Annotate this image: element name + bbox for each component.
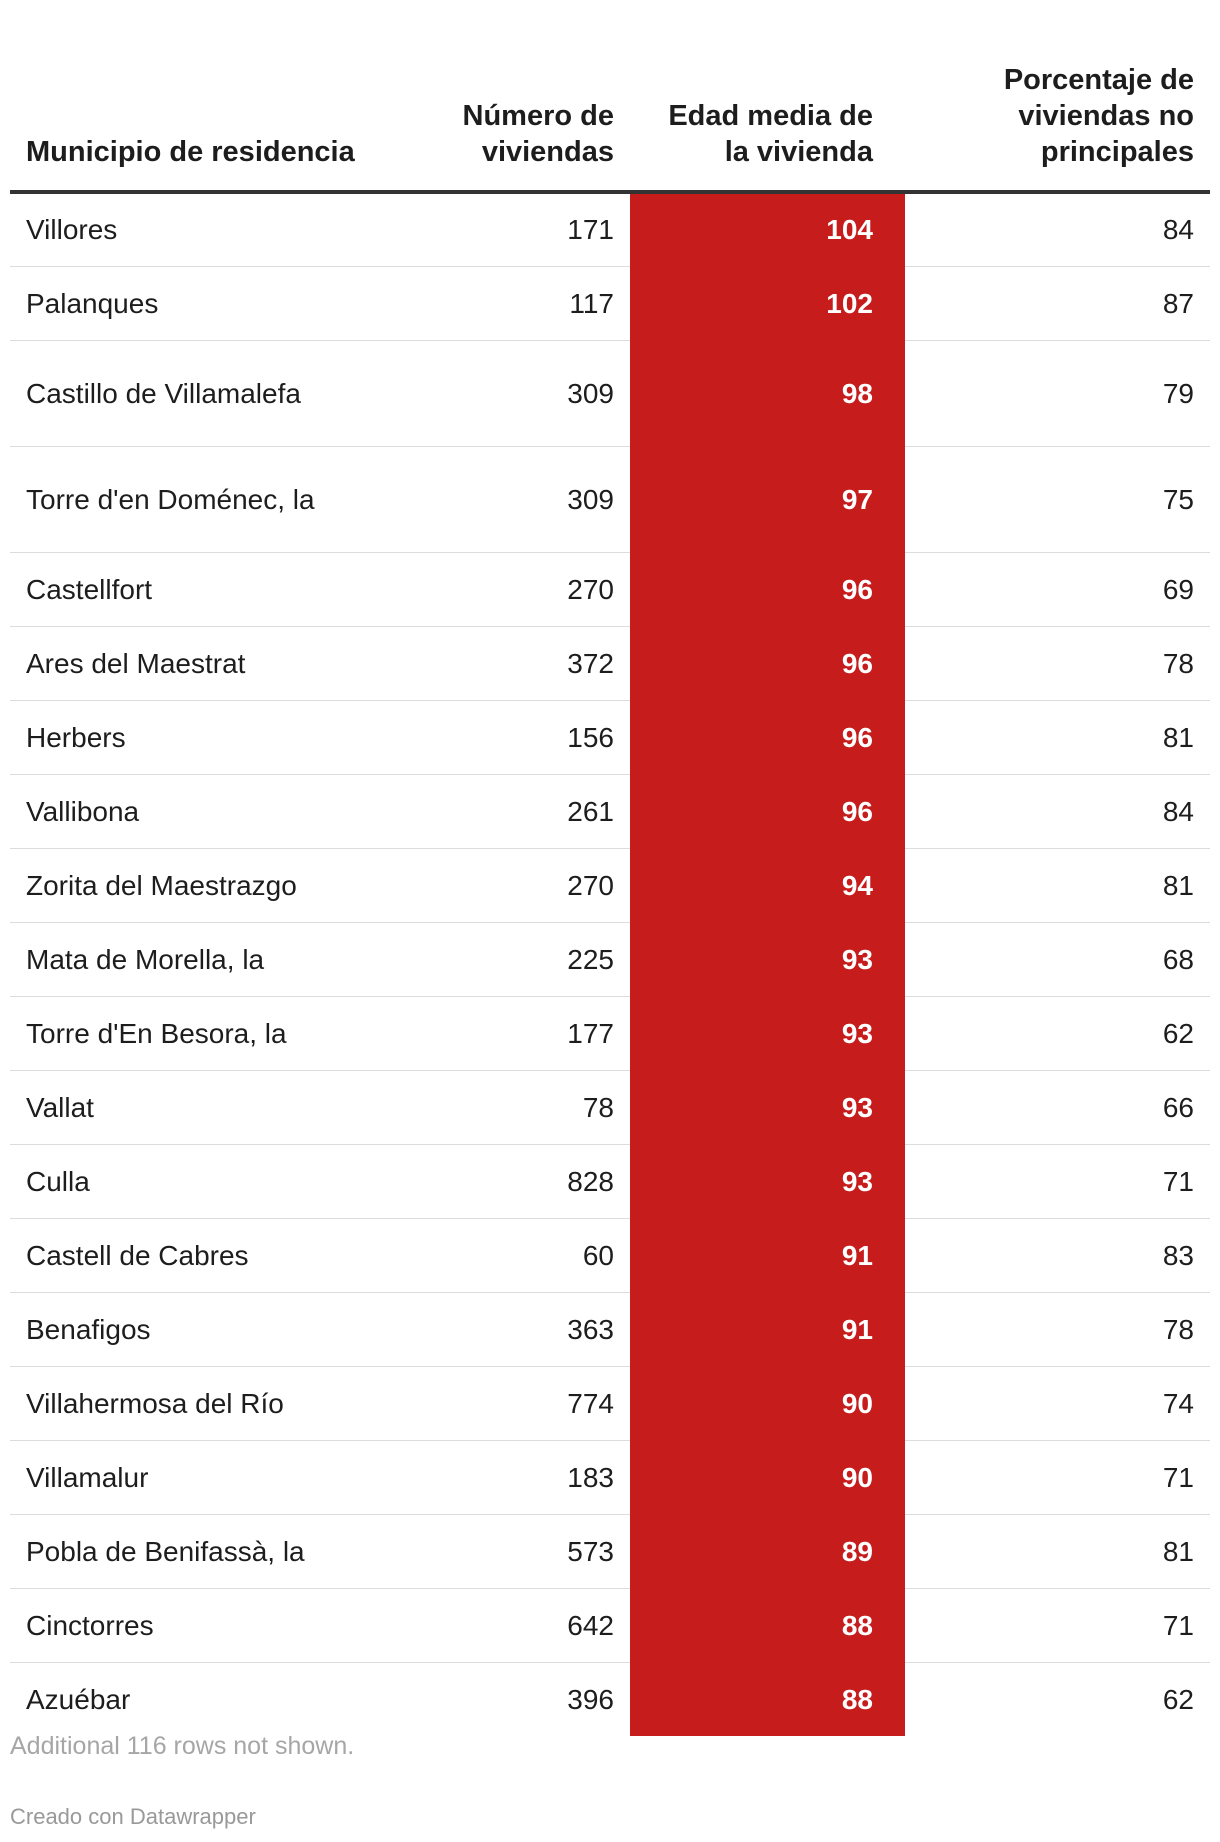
table-row	[10, 446, 1210, 552]
cell-municipio: Vallat	[10, 1070, 390, 1144]
cell-edad-media: 96	[630, 626, 905, 700]
table-row	[10, 192, 1210, 266]
cell-edad-media: 93	[630, 1070, 905, 1144]
cell-municipio: Ares del Maestrat	[10, 626, 390, 700]
cell-edad-media: 96	[630, 774, 905, 848]
cell-municipio: Castell de Cabres	[10, 1218, 390, 1292]
cell-edad-media: 96	[630, 552, 905, 626]
table-row	[10, 922, 1210, 996]
table-row	[10, 1440, 1210, 1514]
cell-porcentaje: 74	[905, 1366, 1210, 1440]
data-table-container	[10, 0, 1210, 1736]
cell-municipio: Torre d'en Doménec, la	[10, 446, 390, 552]
cell-municipio: Villores	[10, 192, 390, 266]
cell-municipio: Pobla de Benifassà, la	[10, 1514, 390, 1588]
table-row	[10, 1070, 1210, 1144]
cell-viviendas: 828	[390, 1144, 630, 1218]
cell-porcentaje: 62	[905, 996, 1210, 1070]
header-row	[10, 0, 1210, 192]
cell-viviendas: 309	[390, 446, 630, 552]
cell-viviendas: 225	[390, 922, 630, 996]
table-row	[10, 1292, 1210, 1366]
cell-viviendas: 117	[390, 266, 630, 340]
cell-porcentaje: 84	[905, 774, 1210, 848]
header-viviendas[interactable]: Número de viviendas	[390, 0, 630, 192]
cell-edad-media: 91	[630, 1292, 905, 1366]
datawrapper-credit: Creado con Datawrapper	[10, 1804, 256, 1829]
cell-porcentaje: 84	[905, 192, 1210, 266]
cell-municipio: Villamalur	[10, 1440, 390, 1514]
cell-porcentaje: 71	[905, 1588, 1210, 1662]
cell-viviendas: 261	[390, 774, 630, 848]
cell-porcentaje: 78	[905, 1292, 1210, 1366]
cell-municipio: Villahermosa del Río	[10, 1366, 390, 1440]
cell-viviendas: 177	[390, 996, 630, 1070]
cell-edad-media: 98	[630, 340, 905, 446]
cell-edad-media: 102	[630, 266, 905, 340]
cell-edad-media: 93	[630, 922, 905, 996]
cell-municipio: Benafigos	[10, 1292, 390, 1366]
cell-edad-media: 93	[630, 1144, 905, 1218]
cell-porcentaje: 83	[905, 1218, 1210, 1292]
data-table	[10, 0, 1210, 1736]
cell-viviendas: 372	[390, 626, 630, 700]
table-row	[10, 1144, 1210, 1218]
cell-edad-media: 96	[630, 700, 905, 774]
cell-porcentaje: 81	[905, 848, 1210, 922]
cell-viviendas: 270	[390, 848, 630, 922]
table-body	[10, 192, 1210, 1736]
cell-municipio: Herbers	[10, 700, 390, 774]
cell-edad-media: 93	[630, 996, 905, 1070]
cell-municipio: Torre d'En Besora, la	[10, 996, 390, 1070]
cell-viviendas: 573	[390, 1514, 630, 1588]
table-row	[10, 774, 1210, 848]
cell-municipio: Azuébar	[26, 1683, 131, 1715]
cell-edad-media: 91	[630, 1218, 905, 1292]
header-edad[interactable]: Edad media de la vivienda	[630, 0, 905, 192]
cell-viviendas: 171	[390, 192, 630, 266]
cell-porcentaje: 75	[905, 446, 1210, 552]
cell-edad-media: 90	[630, 1366, 905, 1440]
cell-municipio: Culla	[10, 1144, 390, 1218]
cell-edad-media: 88	[630, 1662, 905, 1736]
cell-viviendas: 642	[390, 1588, 630, 1662]
table-row	[10, 1218, 1210, 1292]
cell-municipio: Castellfort	[10, 552, 390, 626]
cell-viviendas: 774	[390, 1366, 630, 1440]
cell-porcentaje: 71	[905, 1440, 1210, 1514]
table-row	[10, 1662, 1210, 1736]
cell-viviendas: 363	[390, 1292, 630, 1366]
table-row	[10, 626, 1210, 700]
cell-edad-media: 88	[630, 1588, 905, 1662]
table-row	[10, 266, 1210, 340]
cell-municipio: Castillo de Villamalefa	[10, 340, 390, 446]
table-row	[10, 1366, 1210, 1440]
cell-porcentaje: 62	[1162, 1683, 1194, 1715]
cell-viviendas: 60	[390, 1218, 630, 1292]
table-header	[10, 0, 1210, 192]
cell-edad-media: 89	[630, 1514, 905, 1588]
cell-porcentaje: 71	[905, 1144, 1210, 1218]
cell-porcentaje: 79	[905, 340, 1210, 446]
cell-porcentaje: 78	[905, 626, 1210, 700]
header-municipio[interactable]: Municipio de residencia	[10, 0, 390, 192]
table-row	[10, 996, 1210, 1070]
cell-viviendas: 309	[390, 340, 630, 446]
table-row	[10, 340, 1210, 446]
cell-edad-media: 94	[630, 848, 905, 922]
cell-municipio: Zorita del Maestrazgo	[10, 848, 390, 922]
cell-municipio: Palanques	[10, 266, 390, 340]
table-row	[10, 848, 1210, 922]
cell-viviendas: 156	[390, 700, 630, 774]
cell-porcentaje: 69	[905, 552, 1210, 626]
cell-viviendas: 183	[390, 1440, 630, 1514]
rows-not-shown-note: Additional 116 rows not shown.	[10, 1732, 355, 1760]
table-row	[10, 700, 1210, 774]
cell-porcentaje: 81	[905, 1514, 1210, 1588]
table-row	[10, 552, 1210, 626]
cell-viviendas: 270	[390, 552, 630, 626]
cell-edad-media: 97	[630, 446, 905, 552]
table-row	[10, 1514, 1210, 1588]
cell-municipio: Mata de Morella, la	[10, 922, 390, 996]
cell-edad-media: 104	[630, 192, 905, 266]
cell-municipio: Cinctorres	[10, 1588, 390, 1662]
cell-porcentaje: 68	[905, 922, 1210, 996]
header-porcentaje[interactable]: Porcentaje de viviendas no principales	[905, 0, 1210, 192]
table-row	[10, 1588, 1210, 1662]
cell-porcentaje: 81	[905, 700, 1210, 774]
cell-viviendas: 78	[390, 1070, 630, 1144]
cell-viviendas: 396	[567, 1683, 614, 1715]
cell-municipio: Vallibona	[10, 774, 390, 848]
cell-porcentaje: 87	[905, 266, 1210, 340]
cell-edad-media: 90	[630, 1440, 905, 1514]
cell-porcentaje: 66	[905, 1070, 1210, 1144]
